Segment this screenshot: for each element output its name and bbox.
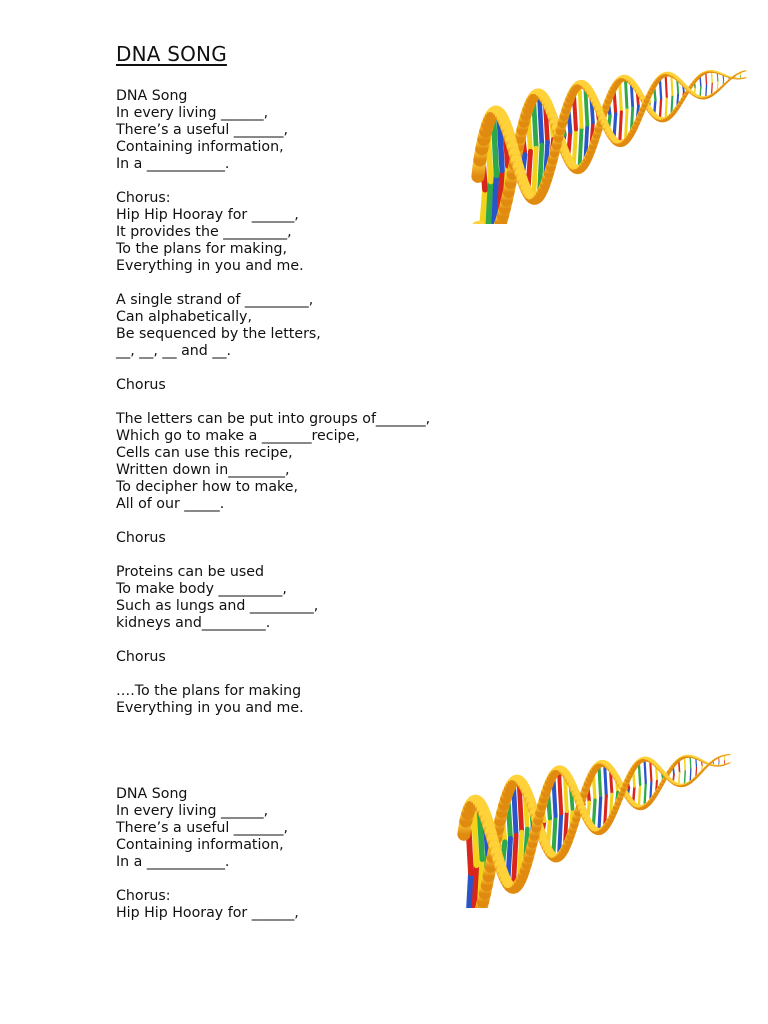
lyric-line: Chorus: bbox=[116, 190, 171, 206]
lyric-line: Proteins can be used bbox=[116, 564, 264, 580]
verse-gap bbox=[116, 394, 476, 411]
dna-helix-illustration bbox=[470, 52, 754, 224]
dna-helix-illustration-repeat bbox=[456, 736, 738, 908]
lyric-line: ….To the plans for making bbox=[116, 683, 302, 699]
verse-gap bbox=[116, 275, 476, 292]
lyric-line: All of our _____. bbox=[116, 496, 225, 512]
lyrics-block bbox=[116, 88, 476, 717]
verse-gap bbox=[116, 547, 476, 564]
lyric-line: There’s a useful _______, bbox=[116, 122, 288, 138]
lyric-line: Everything in you and me. bbox=[116, 258, 304, 274]
lyric-line: Everything in you and me. bbox=[116, 700, 304, 716]
lyric-line: In every living ______, bbox=[116, 803, 269, 819]
lyrics-block-repeat bbox=[116, 786, 476, 922]
lyric-line: Chorus bbox=[116, 649, 166, 665]
lyric-line: In a ___________. bbox=[116, 854, 230, 870]
lyric-line: Cells can use this recipe, bbox=[116, 445, 293, 461]
lyric-line: Written down in________, bbox=[116, 462, 290, 478]
lyric-line: Chorus bbox=[116, 530, 166, 546]
lyric-line: A single strand of _________, bbox=[116, 292, 314, 308]
lyric-line: It provides the _________, bbox=[116, 224, 292, 240]
lyric-line: Hip Hip Hooray for ______, bbox=[116, 905, 299, 921]
verse-gap bbox=[116, 632, 476, 649]
lyric-line: Be sequenced by the letters, bbox=[116, 326, 321, 342]
lyric-line: Containing information, bbox=[116, 139, 284, 155]
lyric-line: Chorus: bbox=[116, 888, 171, 904]
lyric-line: __, __, __ and __. bbox=[116, 343, 232, 359]
lyric-line: Can alphabetically, bbox=[116, 309, 252, 325]
verse-gap bbox=[116, 871, 476, 888]
verse-gap bbox=[116, 173, 476, 190]
lyric-line: There’s a useful _______, bbox=[116, 820, 288, 836]
lyric-line: Such as lungs and _________, bbox=[116, 598, 319, 614]
lyric-line: In every living ______, bbox=[116, 105, 269, 121]
lyric-line: DNA Song bbox=[116, 786, 188, 802]
lyric-line: Chorus bbox=[116, 377, 166, 393]
lyric-line: In a ___________. bbox=[116, 156, 230, 172]
lyric-line: Hip Hip Hooray for ______, bbox=[116, 207, 299, 223]
verse-gap bbox=[116, 360, 476, 377]
lyric-line: kidneys and_________. bbox=[116, 615, 271, 631]
page-title: DNA SONG bbox=[116, 42, 227, 66]
lyric-line: To the plans for making, bbox=[116, 241, 287, 257]
lyric-line: Containing information, bbox=[116, 837, 284, 853]
verse-gap bbox=[116, 513, 476, 530]
lyric-line: DNA Song bbox=[116, 88, 188, 104]
lyric-line: Which go to make a _______recipe, bbox=[116, 428, 360, 444]
lyric-line: To decipher how to make, bbox=[116, 479, 298, 495]
verse-gap bbox=[116, 666, 476, 683]
lyric-line: To make body _________, bbox=[116, 581, 287, 597]
lyric-line: The letters can be put into groups of_______, bbox=[116, 411, 431, 427]
